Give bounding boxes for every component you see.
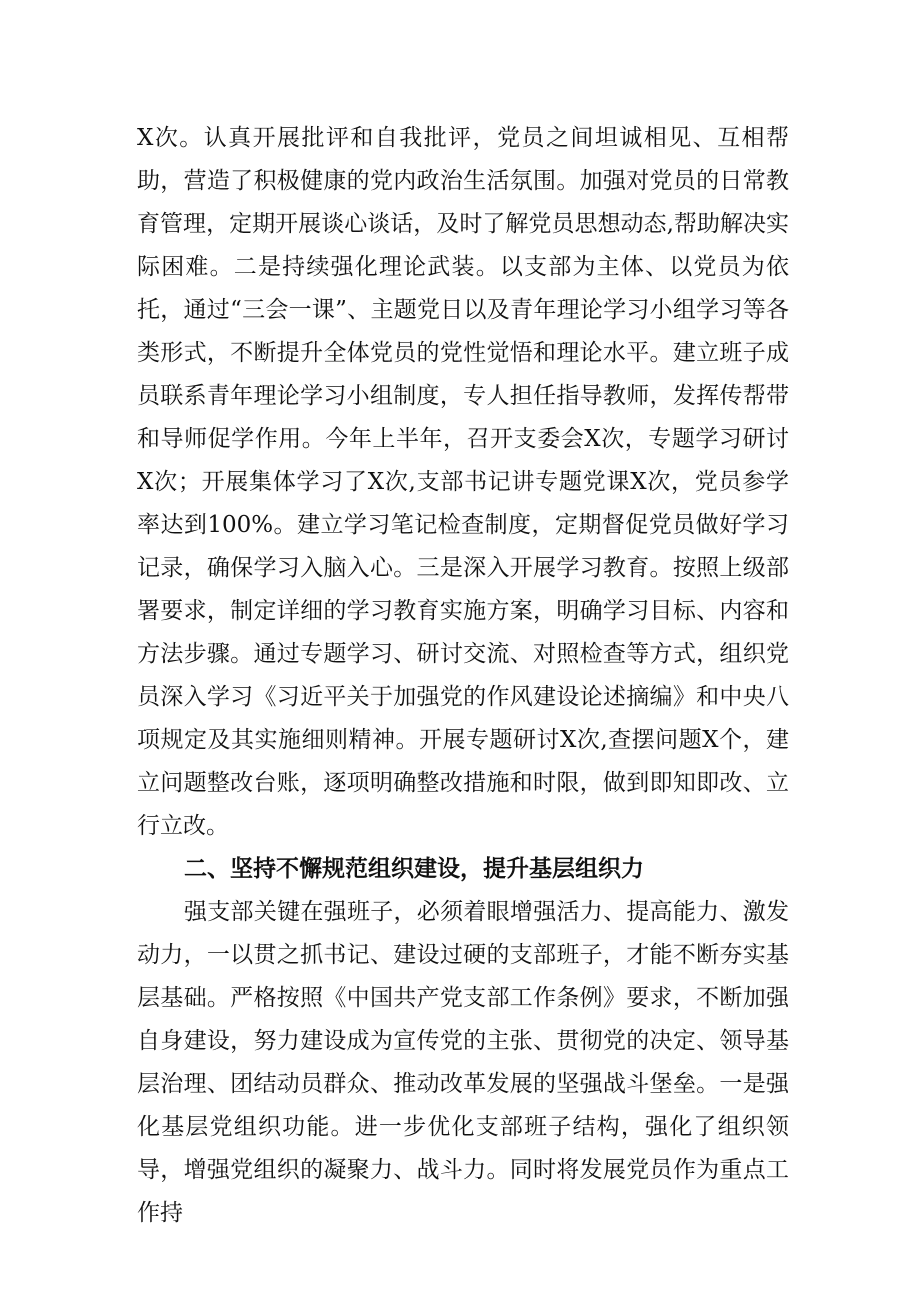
document-body: [137, 117, 789, 1235]
body-paragraph-continued: X次。认真开展批评和自我批评，党员之间坦诚相见、互相帮助，营造了积极健康的党内政治生活氛围。加强对党员的日常教育管理，定期开展谈心谈话，及时了解党员思想动态,帮助解决实际困难。二是持续强化理论武装。以支部为主体、以党员为依托，通过“三会一课”、主题党日以及青年理论学习小组学习等各类形式，不断提升全体党员的党性觉悟和理论水平。建立班子成员联系青年理论学习小组制度，专人担任指导教师，发挥传帮带和导师促学作用。今年上半年，召开支委会X次，专题学习研讨X次；开展集体学习了X次,支部书记讲专题党课X次，党员参学率达到100%。建立学习笔记检查制度，定期督促党员做好学习记录，确保学习入脑入心。三是深入开展学习教育。按照上级部署要求，制定详细的学习教育实施方案，明确学习目标、内容和方法步骤。通过专题学习、研讨交流、对照检查等方式，组织党员深入学习《习近平关于加强党的作风建设论述摘编》和中央八项规定及其实施细则精神。开展专题研讨X次,查摆问题X个，建立问题整改台账，逐项明确整改措施和时限，做到即知即改、立行立改。: [137, 125, 789, 839]
section-heading: 二、坚持不懈规范组织建设，提升基层组织力: [184, 856, 644, 882]
body-paragraph: 强支部关键在强班子，必须着眼增强活力、提高能力、激发动力，一以贯之抓书记、建设过硬的支部班子，才能不断夯实基层基础。严格按照《中国共产党支部工作条例》要求，不断加强自身建设，努力建设成为宣传党的主张、贯彻党的决定、领导基层治理、团结动员群众、推动改革发展的坚强战斗堡垒。一是强化基层党组织功能。进一步优化支部班子结构，强化了组织领导，增强党组织的凝聚力、战斗力。同时将发展党员作为重点工作持: [137, 899, 789, 1226]
